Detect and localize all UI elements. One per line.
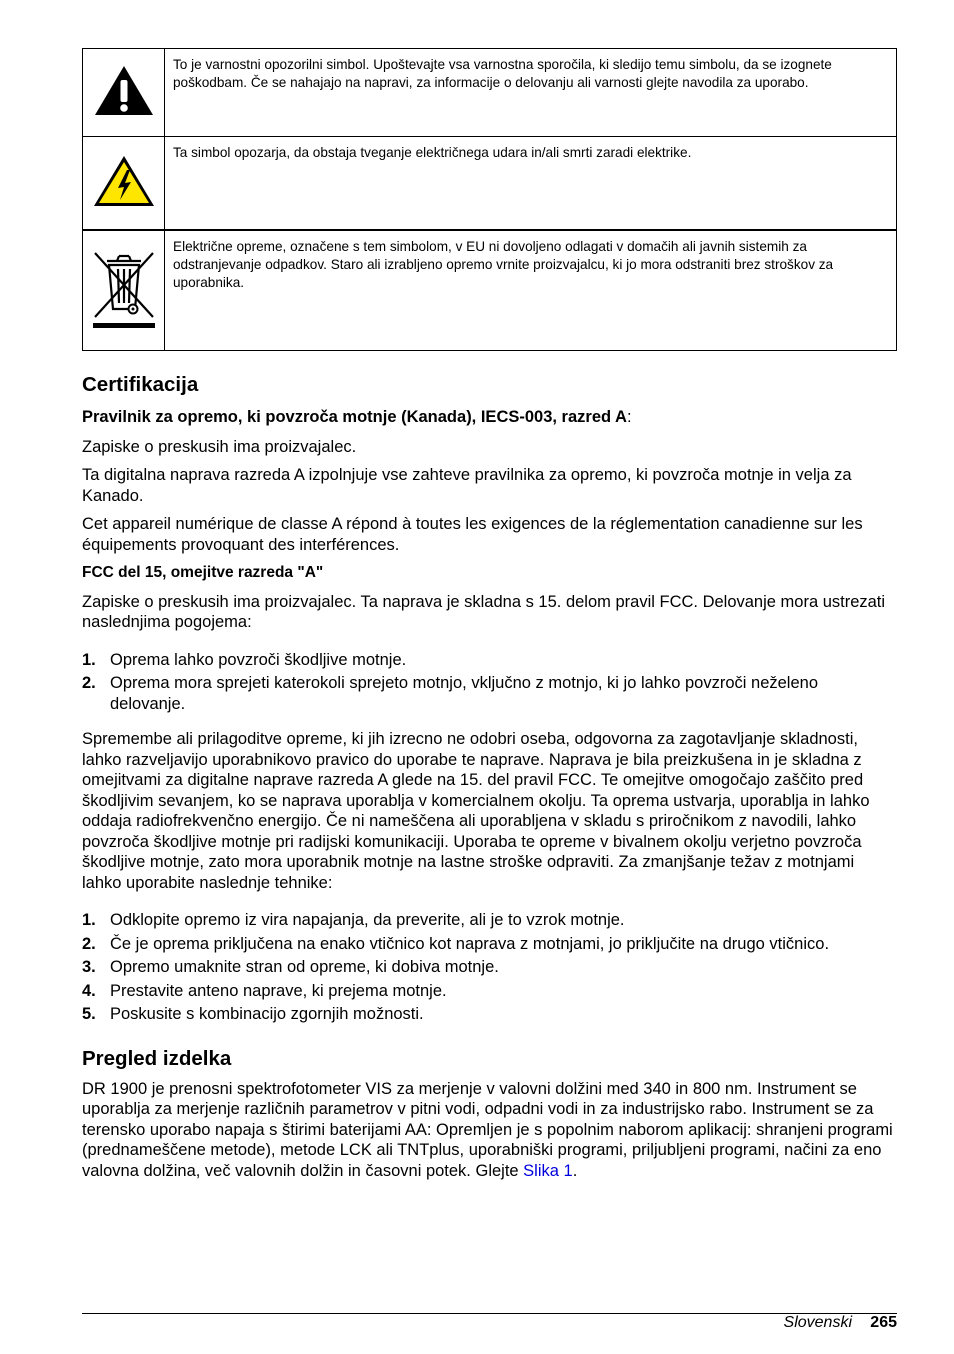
- table-row: [83, 230, 897, 351]
- overview-text: DR 1900 je prenosni spektrofotometer VIS za merjenje v valovni dolžini med 340 in 800 nm. Instrument se uporablja za merjenje različnih parametrov v pitni vodi, odpadni vodi in za industrijsko rabo. Instrument se za terensko uporabo napaja s štirimi baterijami AA: Opremljen je s popolnim naborom aplikacij: shranjeni programi (prednameščene metode), metode LCK ali TNTplus, uporabniški programi, priljubljeni programi, načini za eno valovna dolžina, več valovnih dolžin in časovni potek. Glejte: [82, 1079, 893, 1180]
- table-row: [83, 49, 897, 137]
- list-item: [82, 1004, 897, 1025]
- list-text: Oprema lahko povzroči škodljive motnje.: [110, 650, 407, 669]
- list-number: 5.: [82, 1005, 96, 1023]
- list-text: Poskusite s kombinacijo zgornjih možnosti.: [110, 1005, 424, 1023]
- symbol-cell: [83, 49, 165, 137]
- symbol-cell: [83, 137, 165, 231]
- figure-link[interactable]: Slika 1: [523, 1161, 573, 1180]
- footer-language: Slovenski: [783, 1314, 852, 1331]
- list-item: [82, 673, 897, 714]
- symbol-description: Ta simbol opozarja, da obstaja tveganje električnega udara in/ali smrti zaradi elektrike.: [165, 137, 897, 231]
- page-footer: [82, 1313, 897, 1331]
- paragraph: Ta digitalna naprava razreda A izpolnjuje vse zahteve pravilnika za opremo, ki povzroča motnje in velja za Kanado.: [82, 466, 852, 505]
- list-number: 4.: [82, 981, 96, 1000]
- list-text: Prestavite anteno naprave, ki prejema motnje.: [110, 981, 447, 1000]
- safety-symbols-table: [82, 48, 897, 351]
- list-item: [82, 650, 897, 671]
- section-heading-certification: Certifikacija: [82, 373, 199, 396]
- overview-text-end: .: [572, 1161, 578, 1180]
- list-number: 1.: [82, 911, 96, 929]
- symbol-description: To je varnostni opozorilni simbol. Upoštevajte vsa varnostna sporočila, ki sledijo temu simbolu, da se izognete poškodbam. Če se nahajajo na napravi, za informacije o delovanju ali varnosti glejte navodila za uporabo.: [165, 49, 897, 137]
- electrical-hazard-icon: [91, 153, 157, 209]
- paragraph: Zapiske o preskusih ima proizvajalec. Ta naprava je skladna s 15. delom pravil FCC. Delovanje mora ustrezati naslednjima pogojema:: [82, 592, 886, 631]
- table-row: [83, 137, 897, 231]
- interference-techniques-list: [82, 910, 897, 1025]
- list-item: [82, 910, 897, 931]
- canada-subheading-text: Pravilnik za opremo, ki povzroča motnje (Kanada), IECS-003, razred A: [82, 408, 627, 426]
- page-content: [82, 48, 897, 1181]
- canada-subheading-colon: :: [626, 408, 632, 426]
- paragraph: Cet appareil numérique de classe A répond à toutes les exigences de la réglementation canadienne sur les équipements provoquant des interférences.: [82, 515, 863, 554]
- list-number: 1.: [82, 650, 96, 669]
- crossed-bin-weee-icon: [89, 245, 159, 331]
- list-text: Opremo umaknite stran od opreme, ki dobiva motnje.: [110, 958, 499, 976]
- fcc-subheading: FCC del 15, omejitve razreda "A": [82, 564, 324, 581]
- list-text: Če je oprema priključena na enako vtičnico kot naprava z motnjami, jo priključite na drugo vtičnico.: [110, 934, 830, 953]
- canada-subheading: [82, 407, 897, 428]
- section-heading-product-overview: Pregled izdelka: [82, 1046, 232, 1070]
- paragraph: Spremembe ali prilagoditve opreme, ki jih izrecno ne odobri oseba, odgovorna za zagotavljanje skladnosti, lahko razveljavijo uporabnikovo pravico do uporabe te naprave. Naprava je bila preizkušena in je skladna z omejitvami za digitalne naprave razreda A glede na 15. del pravil FCC. Te omejitve omogočajo zaščito pred škodljivim sevanjem, ko se naprava uporablja v komercialnem okolju. Ta oprema ustvarja, uporablja in lahko oddaja radiofrekvenčno energijo. Če ni nameščena ali uporabljena v skladu s priročnikom z navodili, lahko povzroča škodljive motnje pri radijski komunikaciji. Uporaba te opreme v bivalnem okolju verjetno povzroča škodljive motnje, zato mora uporabnik motnje na lastne stroške odpraviti. Za zmanjšanje težav z motnjami lahko uporabite naslednje tehnike:: [82, 730, 870, 892]
- list-number: 2.: [82, 934, 96, 953]
- list-item: [82, 934, 897, 955]
- paragraph: [82, 1079, 897, 1182]
- list-number: 2.: [82, 674, 96, 692]
- list-item: [82, 981, 897, 1002]
- warning-triangle-icon: [93, 63, 155, 117]
- paragraph: Zapiske o preskusih ima proizvajalec.: [82, 437, 357, 456]
- symbol-cell: [83, 230, 165, 351]
- list-item: [82, 957, 897, 978]
- list-number: 3.: [82, 958, 96, 976]
- list-text: Odklopite opremo iz vira napajanja, da preverite, ali je to vzrok motnje.: [110, 911, 625, 929]
- symbol-description: Električne opreme, označene s tem simbolom, v EU ni dovoljeno odlagati v domačih ali javnih sistemih za odstranjevanje odpadkov. Staro ali izrabljeno opremo vrnite proizvajalcu, ki jo mora odstraniti brez stroškov za uporabnika.: [165, 230, 897, 351]
- page-number: 265: [870, 1314, 897, 1331]
- fcc-conditions-list: [82, 650, 897, 715]
- list-text: Oprema mora sprejeti katerokoli sprejeto motnjo, vključno z motnjo, ki jo lahko povzroči neželeno delovanje.: [110, 674, 818, 713]
